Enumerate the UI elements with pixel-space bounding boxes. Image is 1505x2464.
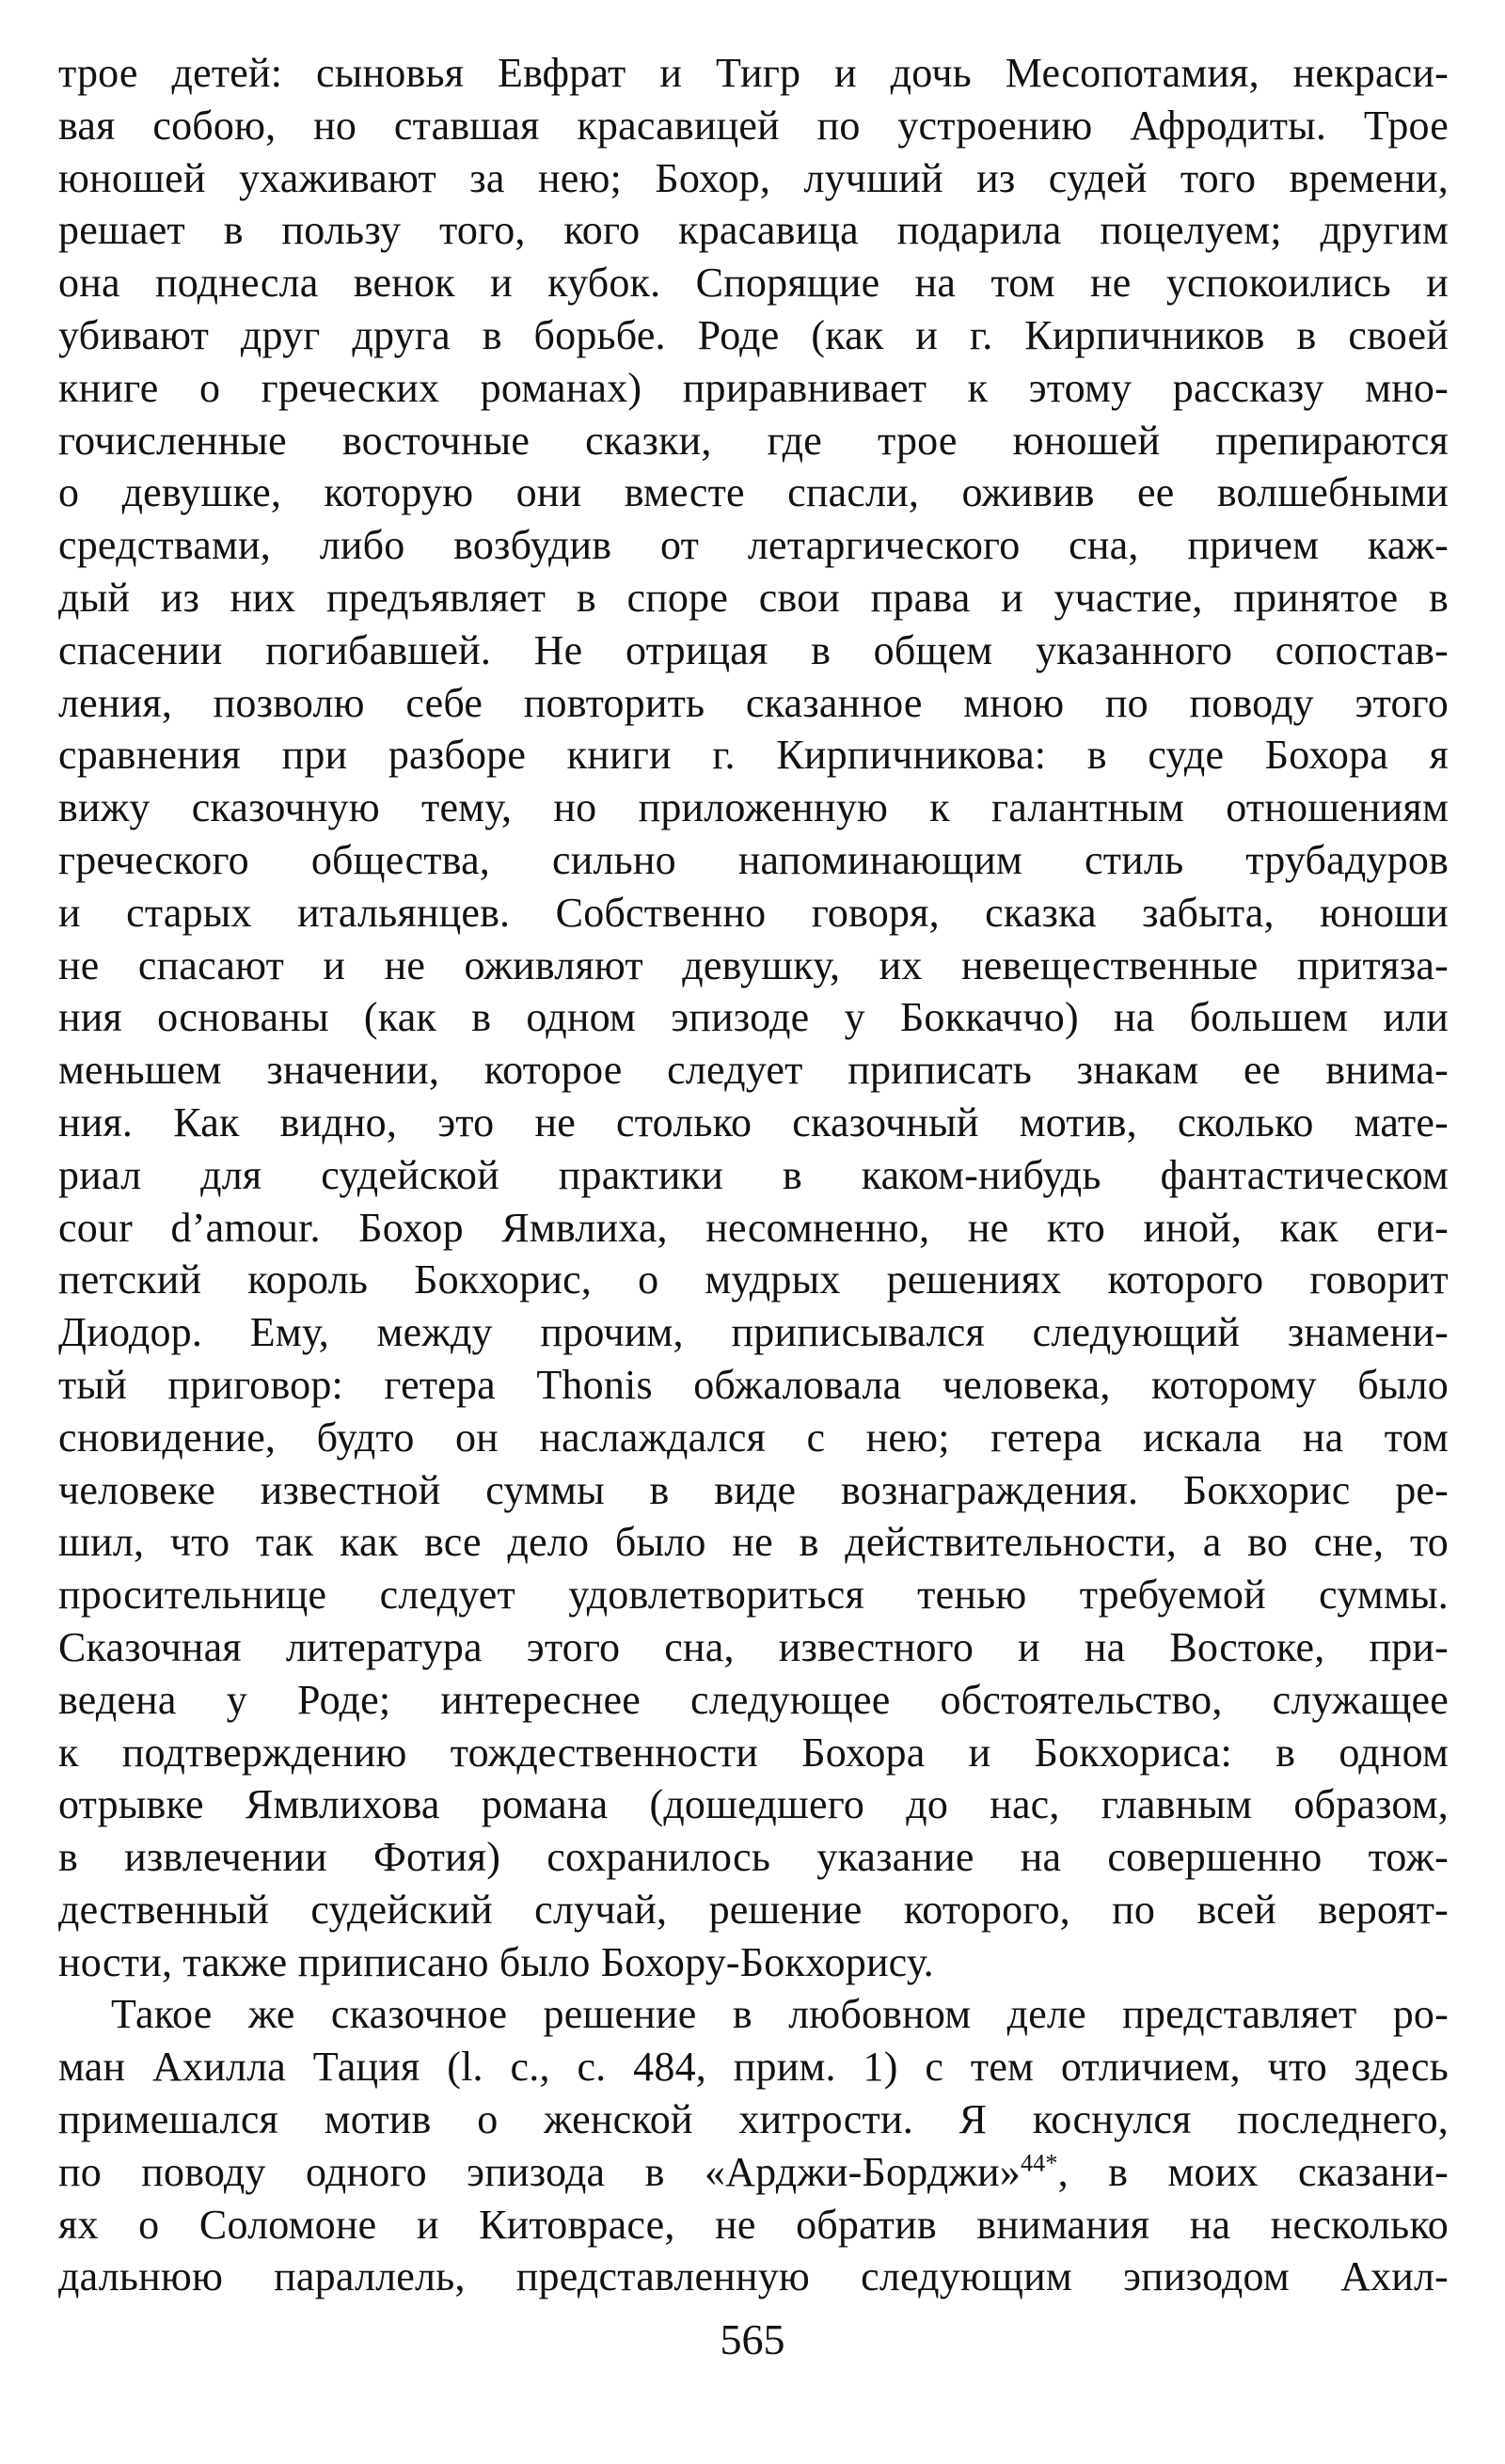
text-line: в извлечении Фотия) сохранилось указание на совершенно тож- (58, 1834, 1449, 1881)
page-number: 565 (720, 2315, 785, 2363)
text-line: вая собою, но ставшая красавицей по устроению Афродиты. Трое (58, 102, 1449, 149)
text-line: тый приговор: гетера Thonis обжаловала человека, которому было (58, 1361, 1449, 1408)
text-line-indented: Такое же сказочное решение в любовном деле представляет ро- (111, 1991, 1449, 2038)
text-line: человеке известной суммы в виде вознаграждения. Бокхорис ре- (58, 1466, 1449, 1513)
text-segment: в моих сказани- (1108, 2148, 1450, 2195)
text-line: cour d’amour. Бохор Ямвлиха, несомненно, не кто иной, как еги- (58, 1204, 1449, 1251)
text-line-last: ности, также приписано было Бохору-Бокхорису. (58, 1938, 934, 1985)
text-line: ления, позволю себе повторить сказанное мною по поводу этого (58, 679, 1449, 726)
paragraph-2 (58, 1988, 1449, 2303)
text-line: примешался мотив о женской хитрости. Я коснулся последнего, (58, 2096, 1449, 2143)
text-line: ния основаны (как в одном эпизоде у Боккаччо) на большем или (58, 994, 1449, 1041)
text-line: она поднесла венок и кубок. Спорящие на том не успокоились и (58, 260, 1449, 307)
text-line: о девушке, которую они вместе спасли, оживив ее волшебными (58, 469, 1449, 516)
book-page (58, 47, 1449, 2303)
text-line: риал для судейской практики в каком-нибудь фантастическом (58, 1151, 1449, 1198)
text-line: не спасают и не оживляют девушку, их невещественные притяза- (58, 941, 1449, 988)
text-line: ях о Соломоне и Китоврасе, не обратив внимания на несколько (58, 2201, 1449, 2248)
text-line: сравнения при разборе книги г. Кирпичникова: в суде Бохора я (58, 732, 1449, 779)
text-line: спасении погибавшей. Не отрицая в общем указанного сопостав- (58, 626, 1449, 673)
text-line: отрывке Ямвлихова романа (дошедшего до нас, главным образом, (58, 1781, 1449, 1828)
text-line: трое детей: сыновья Евфрат и Тигр и дочь Месопотамия, некраси- (58, 50, 1449, 96)
text-line: греческого общества, сильно напоминающим стиль трубадуров (58, 836, 1449, 883)
text-line: дальнюю параллель, представленную следующим эпизодом Ахил- (58, 2253, 1449, 2300)
text-line: юношей ухаживают за нею; Бохор, лучший из судей того времени, (58, 154, 1449, 201)
text-line: и старых итальянцев. Собственно говоря, сказка забыта, юноши (58, 889, 1449, 936)
text-line: ния. Как видно, это не столько сказочный мотив, сколько мате- (58, 1098, 1449, 1145)
paragraph-1 (58, 47, 1449, 1988)
text-line: дественный судейский случай, решение которого, по всей вероят- (58, 1886, 1449, 1933)
text-line: ведена у Роде; интереснее следующее обстоятельство, служащее (58, 1676, 1449, 1723)
text-line-with-footnote: по поводу одного эпизода в «Арджи-Борджи»$^{44*}$, в моих сказани- (58, 2148, 1450, 2195)
text-line: Сказочная литература этого сна, известного и на Востоке, при- (58, 1623, 1449, 1670)
text-line: петский король Бокхорис, о мудрых решениях которого говорит (58, 1256, 1449, 1303)
text-segment: по поводу одного эпизода в «Арджи-Борджи» (58, 2148, 1021, 2195)
text-line: вижу сказочную тему, но приложенную к галантным отношениям (58, 784, 1449, 831)
text-line: шил, что так как все дело было не в действительности, а во сне, то (58, 1519, 1449, 1566)
text-line: просительнице следует удовлетвориться тенью требуемой суммы. (58, 1572, 1449, 1619)
text-line: дый из них предъявляет в споре свои права и участие, принятое в (58, 574, 1449, 621)
text-line: книге о греческих романах) приравнивает к этому рассказу мно- (58, 364, 1449, 411)
text-line: гочисленные восточные сказки, где трое юношей препираются (58, 417, 1449, 464)
text-line: ман Ахилла Тация (l. c., с. 484, прим. 1) с тем отличием, что здесь (58, 2044, 1449, 2091)
text-line: решает в пользу того, кого красавица подарила поцелуем; другим (58, 207, 1449, 254)
text-line: Диодор. Ему, между прочим, приписывался следующий знамени- (58, 1309, 1449, 1356)
footnote-reference[interactable]: 44* (1020, 2149, 1058, 2177)
text-line: к подтверждению тождественности Бохора и Бокхориса: в одном (58, 1729, 1449, 1776)
text-line: средствами, либо возбудив от летаргического сна, причем каж- (58, 522, 1449, 569)
text-line: меньшем значении, которое следует приписать знакам ее внима- (58, 1047, 1449, 1094)
text-line: убивают друг друга в борьбе. Роде (как и г. Кирпичников в своей (58, 311, 1449, 358)
text-line: сновидение, будто он наслаждался с нею; гетера искала на том (58, 1414, 1449, 1461)
